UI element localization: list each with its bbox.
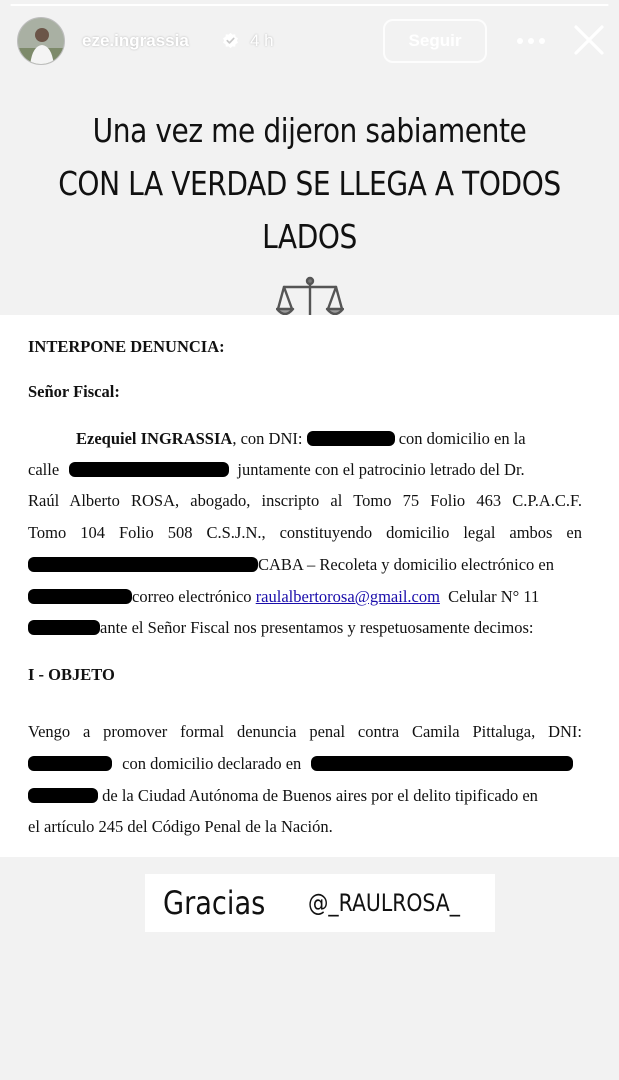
- document-title: INTERPONE DENUNCIA:: [28, 337, 225, 356]
- text-segment: de la Ciudad Autónoma de Buenos aires por el delito tipificado en: [102, 786, 538, 805]
- redacted-block: [28, 756, 112, 771]
- caption-line-2: CON LA VERDAD SE LLEGA A TODOS: [58, 164, 561, 203]
- avatar[interactable]: [17, 17, 65, 65]
- paragraph-line-4: Tomo 104 Folio 508 C.S.J.N., constituyendo domicilio legal ambos en: [28, 523, 582, 542]
- email-link[interactable]: raulalbertorosa@gmail.com: [255, 587, 440, 606]
- thanks-text: Gracias: [163, 884, 266, 922]
- text-segment: Celular N° 11: [448, 587, 540, 606]
- username[interactable]: eze.ingrassia: [82, 31, 189, 50]
- story-header: [0, 0, 619, 84]
- paragraph-line-1: [76, 429, 526, 449]
- follow-button[interactable]: Seguir: [383, 19, 487, 63]
- paragraph-line-6: [28, 587, 539, 607]
- story-caption: [0, 104, 619, 263]
- redacted-block: [69, 462, 229, 477]
- object-line-2: [28, 754, 573, 774]
- more-options-icon[interactable]: [514, 28, 548, 54]
- text-segment: CABA – Recoleta y domicilio electrónico en: [258, 555, 555, 574]
- redacted-block: [28, 589, 132, 604]
- section-heading: I - OBJETO: [28, 665, 115, 684]
- object-line-1: Vengo a promover formal denuncia penal contra Camila Pittaluga, DNI:: [28, 722, 582, 741]
- text-segment: con domicilio en la: [398, 429, 526, 448]
- text-segment: calle: [28, 460, 60, 479]
- redacted-block: [28, 620, 100, 635]
- caption-line-3: LADOS: [262, 217, 357, 256]
- verified-badge-icon: [222, 32, 239, 49]
- paragraph-line-3: Raúl Alberto ROSA, abogado, inscripto al Tomo 75 Folio 463 C.P.A.C.F.: [28, 491, 582, 510]
- text-segment: correo electrónico: [132, 587, 252, 606]
- redacted-block: [28, 557, 258, 572]
- text-segment: ante el Señor Fiscal nos presentamos y respetuosamente decimos:: [100, 618, 534, 637]
- paragraph-line-2: [28, 460, 525, 480]
- paragraph-line-7: [28, 618, 533, 638]
- post-time: 4 h: [250, 31, 274, 50]
- avatar-image: [18, 18, 65, 65]
- legal-document: [0, 315, 619, 857]
- mention-tag[interactable]: @_RAULROSA_: [308, 889, 460, 917]
- text-segment: juntamente con el patrocinio letrado del Dr.: [237, 460, 525, 479]
- redacted-block: [311, 756, 573, 771]
- object-line-3: [28, 786, 538, 806]
- paragraph-line-5: [28, 555, 554, 575]
- redacted-block: [28, 788, 98, 803]
- thanks-sticker: [145, 874, 495, 932]
- caption-line-1: Una vez me dijeron sabiamente: [92, 111, 527, 150]
- close-icon[interactable]: [571, 22, 607, 58]
- complainant-name: Ezequiel INGRASSIA: [76, 429, 233, 448]
- document-salutation: Señor Fiscal:: [28, 382, 120, 401]
- object-line-4: el artículo 245 del Código Penal de la Nación.: [28, 817, 333, 836]
- redacted-block: [307, 431, 395, 446]
- text-segment: con domicilio declarado en: [122, 754, 302, 773]
- text-segment: , con DNI:: [232, 429, 303, 448]
